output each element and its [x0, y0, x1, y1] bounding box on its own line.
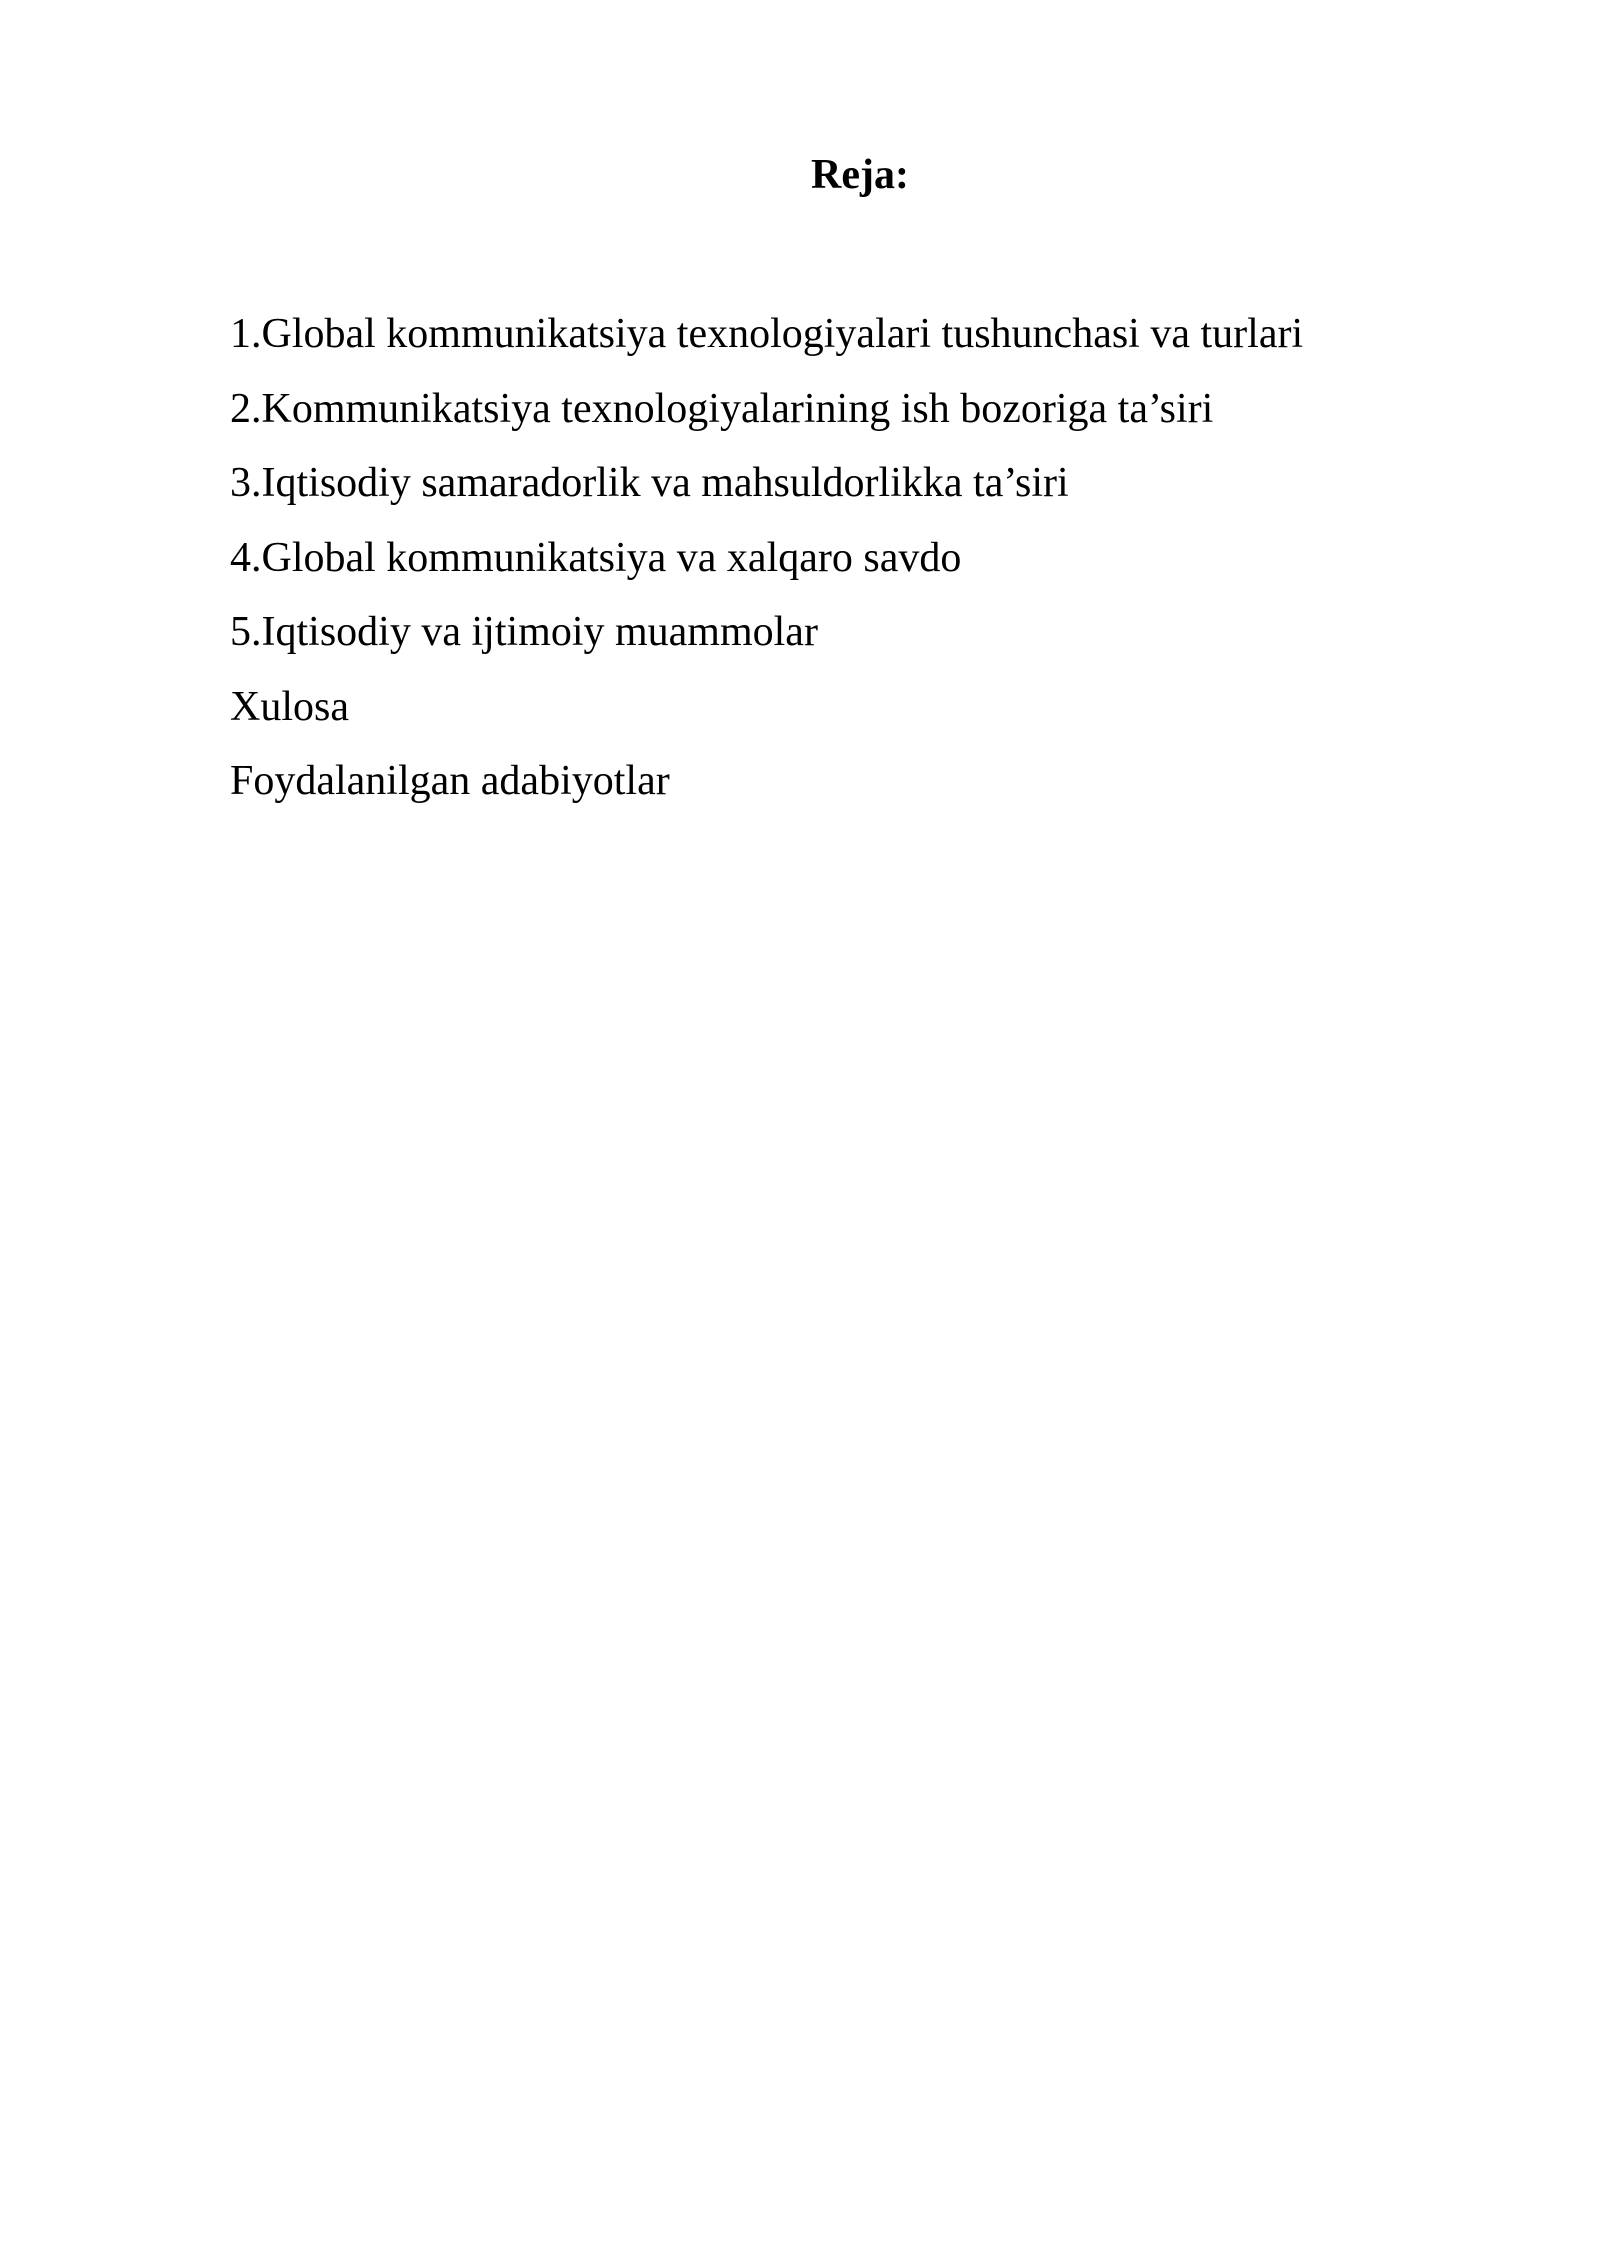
toc-item-conclusion: Xulosa	[230, 683, 349, 730]
toc-item-4: 4.Global kommunikatsiya va xalqaro savdo	[230, 534, 962, 581]
page-title: Reja:	[811, 152, 909, 198]
toc-item-2: 2.Kommunikatsiya texnologiyalarining ish bozoriga ta’siri	[230, 385, 1214, 432]
toc-item-1: 1.Global kommunikatsiya texnologiyalari tushunchasi va turlari	[230, 311, 1304, 357]
table-of-contents	[230, 297, 1303, 819]
toc-item-5: 5.Iqtisodiy va ijtimoiy muammolar	[230, 609, 818, 655]
toc-item-references: Foydalanilgan adabiyotlar	[230, 758, 670, 804]
toc-item-3: 3.Iqtisodiy samaradorlik va mahsuldorlikka ta’siri	[230, 460, 1069, 506]
